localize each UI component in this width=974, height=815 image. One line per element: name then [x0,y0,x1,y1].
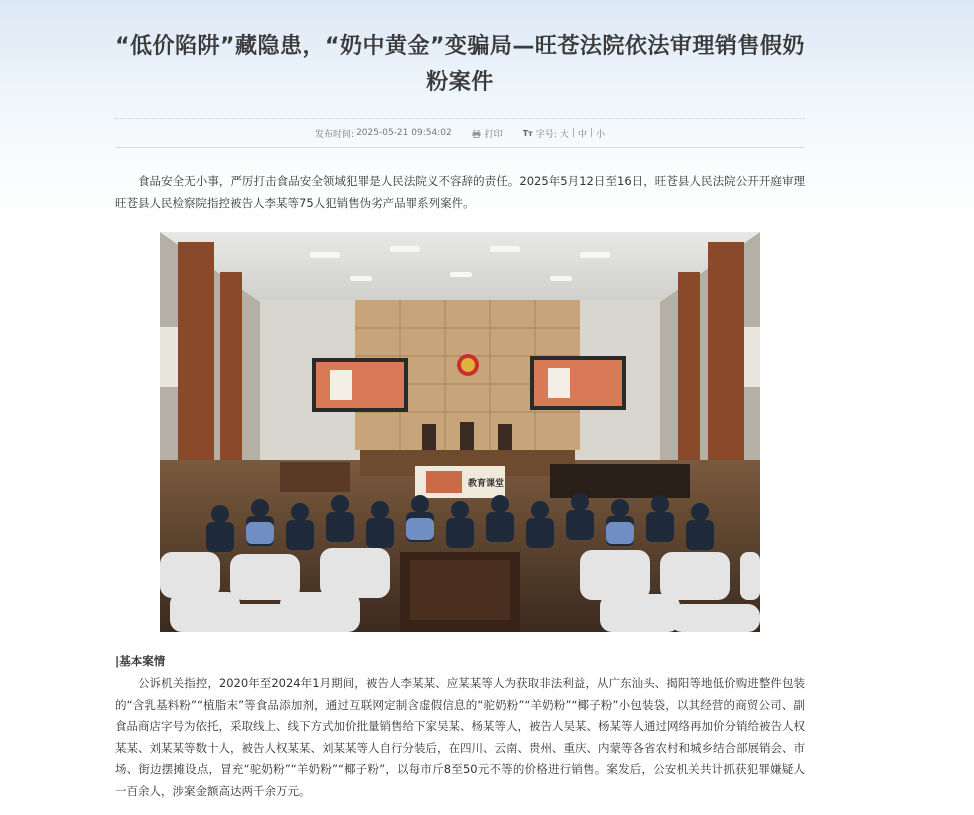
font-size-medium-button[interactable]: 中 [577,129,587,140]
print-button[interactable] [472,127,503,140]
print-label: 打印 [484,129,503,140]
courtroom-photo [160,232,760,632]
printer-icon [472,130,481,138]
publish-time: 2025-05-21 09:54:02 [356,128,452,138]
section-heading: |基本案情 [115,654,166,668]
screen-text: 教育课堂 [468,479,505,489]
body-paragraph: 公诉机关指控，2020年至2024年1月期间，被告人李某某、应某某等人为获取非法利益，从广东汕头、揭阳等地低价购进整件包装的“含乳基料粉”“植脂末”等食品添加剂，通过互联网定制含虚假信息的“驼奶粉”“羊奶粉”“椰子粉”小包装袋，以其经营的商贸公司、副食品商店字号为依托，采取线上、线下方式加价批量销售给下家吴某、杨某等人，被告人吴某、杨某等人通过网络再加价分销给被告人权某某、刘某某等数十人，被告人权某某、刘某某等人自行分装后，在四川、云南、贵州、重庆、内蒙等各省农村和城乡结合部展销会、市场、街边摆摊设点，冒充“驼奶粉”“羊奶粉”“椰子粉”，以每市斤8至50元不等的价格进行销售。案发后，公安机关共计抓获犯罪嫌疑人一百余人，涉案金额高达两千余万元。 [115,676,805,798]
font-size-divider: | [571,128,575,138]
font-size-large-button[interactable]: 大 [559,129,569,140]
font-size-small-button[interactable]: 小 [595,129,605,140]
article-title: “低价陷阱”藏隐患，“奶中黄金”变骗局—旺苍法院依法审理销售假奶粉案件 [115,33,805,95]
font-size-icon: Tт [522,128,533,138]
font-size-label: 字号: [535,129,557,140]
font-size-divider: | [589,128,593,138]
publish-time-label: 发布时间: [315,129,355,140]
courtroom-photo-illustration [160,232,760,632]
intro-paragraph: 食品安全无小事，严厉打击食品安全领域犯罪是人民法院义不容辞的责任。2025年5月12日至16日，旺苍县人民法院公开开庭审理旺苍县人民检察院指控被告人李某等75人犯销售伪劣产品罪系列案件。 [115,174,805,210]
article-meta-bar [115,118,805,148]
